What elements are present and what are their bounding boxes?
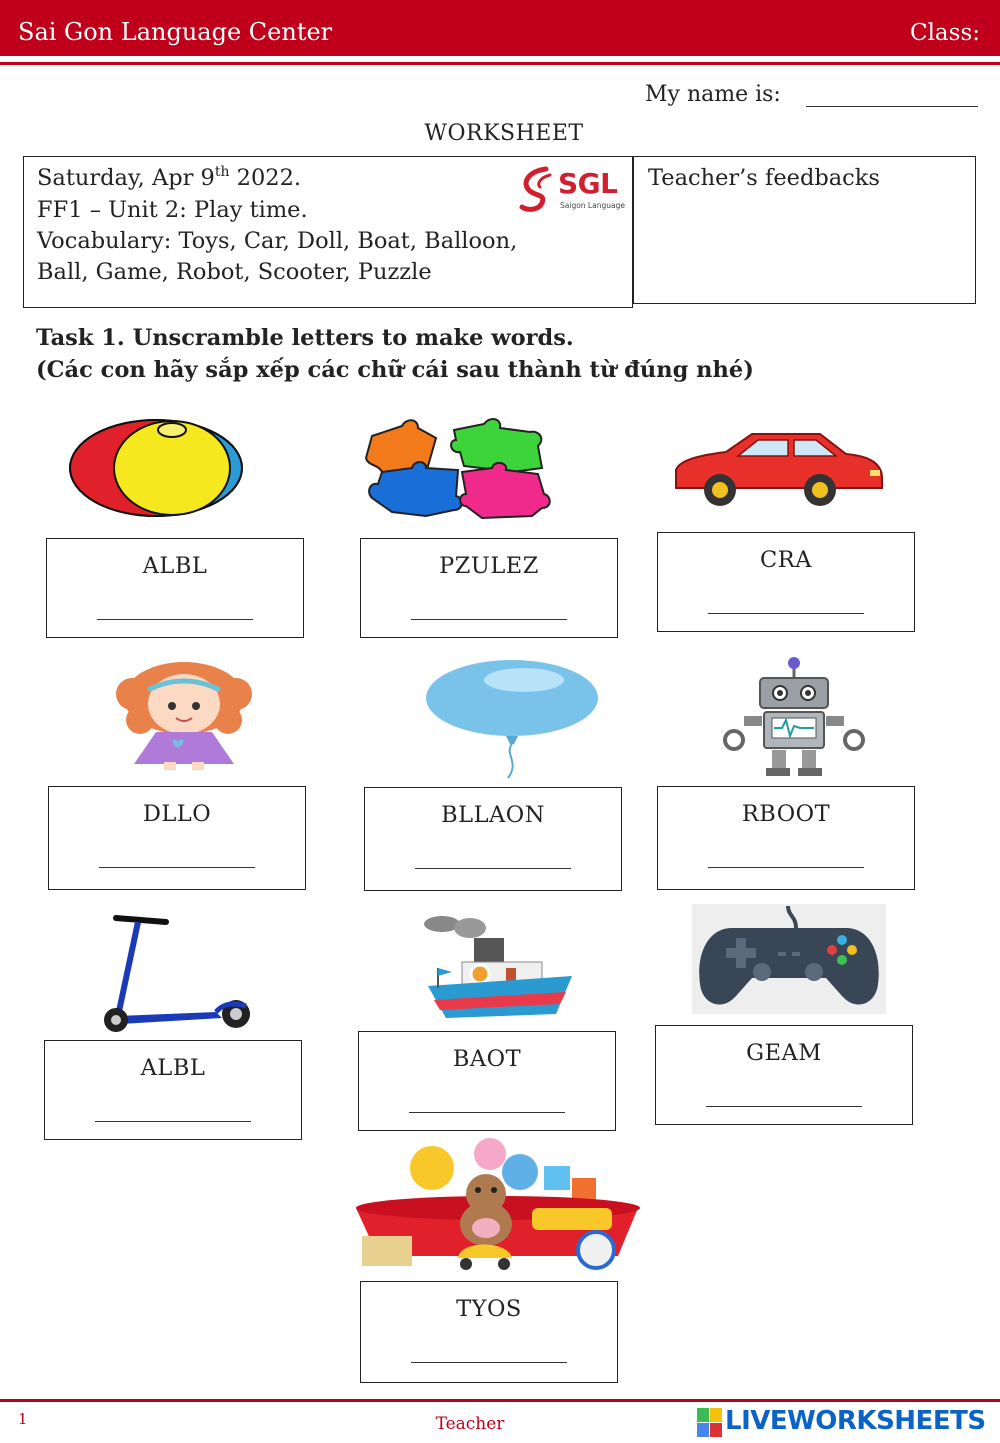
- scrambled-word: DLLO: [142, 801, 212, 827]
- feedback-label: Teacher’s feedbacks: [648, 165, 880, 191]
- toys-icon: [348, 1138, 646, 1274]
- vocabulary-line-2: Ball, Game, Robot, Scooter, Puzzle: [37, 259, 432, 285]
- word-box-4: [48, 786, 306, 890]
- footer-divider: [0, 1399, 1000, 1402]
- scrambled-word: CRA: [760, 547, 812, 573]
- sgl-logo-text: SGL: [558, 167, 618, 200]
- puzzle-icon: [362, 416, 554, 520]
- scrambled-word: BLLAON: [441, 802, 545, 828]
- name-input-line[interactable]: [806, 106, 978, 107]
- scrambled-word: GEAM: [746, 1040, 822, 1066]
- scooter-icon: [96, 912, 256, 1034]
- header-divider: [0, 62, 1000, 65]
- lesson-info-box: [23, 156, 633, 308]
- page-number: 1: [18, 1410, 28, 1428]
- robot-icon: [720, 656, 868, 778]
- liveworksheets-brand: LIVEWORKSHEETS: [725, 1406, 986, 1436]
- answer-line[interactable]: [99, 867, 255, 868]
- answer-line[interactable]: [706, 1106, 862, 1107]
- task-subtitle: (Các con hãy sắp xếp các chữ cái sau thành từ đúng nhé): [36, 357, 754, 383]
- word-box-8: [358, 1031, 616, 1131]
- sgl-logo-subtitle: Saigon Language: [560, 201, 625, 210]
- scrambled-word: TYOS: [456, 1296, 522, 1322]
- balloon-icon: [424, 658, 600, 780]
- word-box-9: [655, 1025, 913, 1125]
- sgl-logo: [516, 165, 626, 213]
- worksheet-title: WORKSHEET: [424, 121, 584, 146]
- scrambled-word: ALBL: [142, 553, 208, 579]
- word-box-7: [44, 1040, 302, 1140]
- word-box-3: [657, 532, 915, 632]
- lesson-date: Saturday, Apr 9th 2022.: [37, 164, 302, 191]
- word-box-1: [46, 538, 304, 638]
- lesson-unit: FF1 – Unit 2: Play time.: [37, 197, 308, 223]
- scrambled-word: RBOOT: [741, 801, 831, 827]
- car-icon: [670, 430, 886, 508]
- ball-icon: [68, 418, 244, 518]
- liveworksheets-blocks-icon: [697, 1408, 723, 1438]
- name-label: My name is:: [645, 82, 781, 107]
- sgl-swirl-icon: [516, 165, 560, 213]
- scrambled-word: BAOT: [452, 1046, 522, 1072]
- scrambled-word: PZULEZ: [439, 553, 539, 579]
- scrambled-word: ALBL: [140, 1055, 206, 1081]
- answer-line[interactable]: [411, 619, 567, 620]
- answer-line[interactable]: [708, 613, 864, 614]
- word-box-5: [364, 787, 622, 891]
- footer-teacher-label: Teacher: [435, 1414, 505, 1434]
- answer-line[interactable]: [708, 867, 864, 868]
- answer-line[interactable]: [409, 1112, 565, 1113]
- answer-line[interactable]: [97, 619, 253, 620]
- vocabulary-line-1: Vocabulary: Toys, Car, Doll, Boat, Balloon,: [37, 228, 518, 254]
- answer-line[interactable]: [411, 1362, 567, 1363]
- word-box-2: [360, 538, 618, 638]
- answer-line[interactable]: [415, 868, 571, 869]
- gamepad-icon: [692, 904, 886, 1014]
- word-box-6: [657, 786, 915, 890]
- answer-line[interactable]: [95, 1121, 251, 1122]
- liveworksheets-logo[interactable]: [697, 1405, 997, 1439]
- teacher-feedback-box[interactable]: [633, 156, 976, 304]
- doll-icon: [104, 660, 264, 772]
- word-box-10: [360, 1281, 618, 1383]
- class-label: Class:: [909, 20, 980, 46]
- center-name: Sai Gon Language Center: [18, 18, 333, 46]
- boat-icon: [418, 912, 574, 1022]
- task-title: Task 1. Unscramble letters to make words.: [36, 325, 574, 351]
